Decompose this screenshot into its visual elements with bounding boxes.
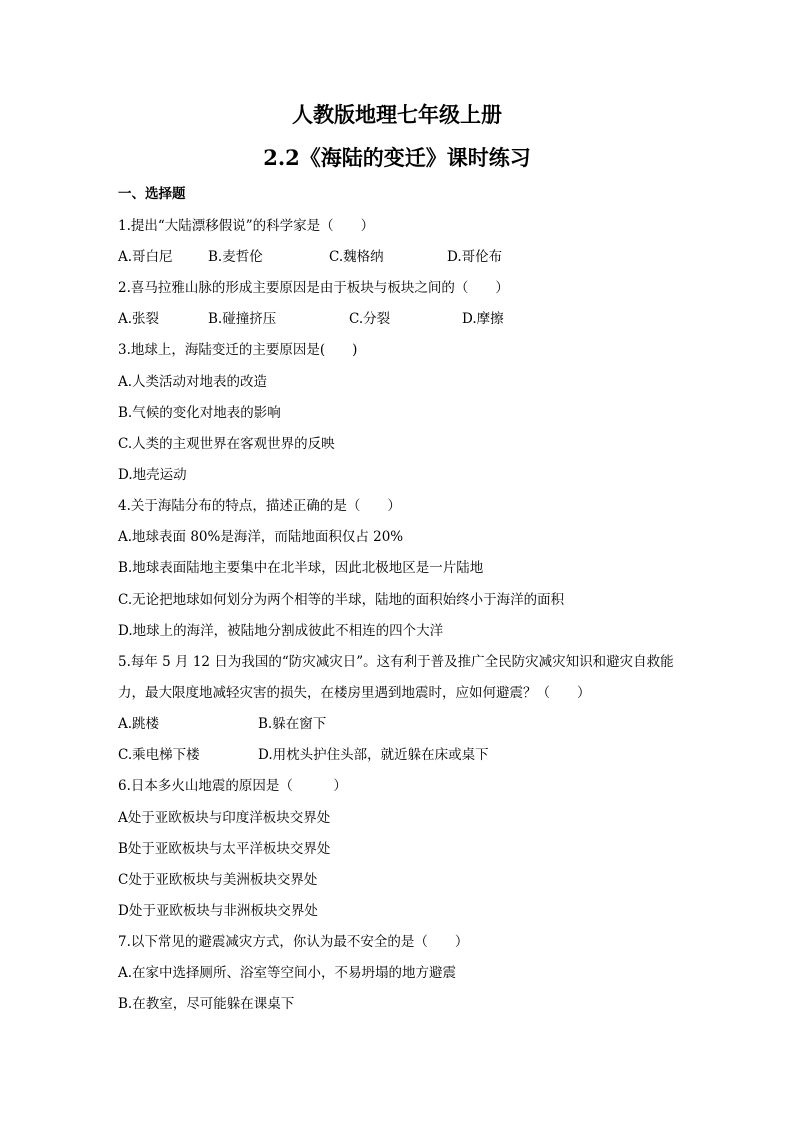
question-1-option-d: D.哥伦布 (447, 249, 503, 265)
question-6-option-b: B处于亚欧板块与太平洋板块交界处 (118, 841, 331, 857)
question-6-option-d: D处于亚欧板块与非洲板块交界处 (118, 903, 318, 919)
question-5-option-c: C.乘电梯下楼 (118, 747, 200, 763)
question-5-option-b: B.躲在窗下 (258, 716, 327, 732)
question-5-stem-line-1: 5.每年 5 月 12 日为我国的“防灾减灾日”。这有利于普及推广全民防灾减灾知识和避灾自救能 (118, 654, 674, 670)
section-heading: 一、选择题 (118, 186, 186, 202)
question-3-option-a: A.人类活动对地表的改造 (118, 374, 268, 390)
question-2-option-d: D.摩擦 (462, 311, 504, 327)
question-3-option-b: B.气候的变化对地表的影响 (118, 405, 281, 421)
question-1-stem: 1.提出“大陆漂移假说”的科学家是（ ） (118, 218, 375, 234)
question-7-stem: 7.以下常见的避震减灾方式，你认为最不安全的是（ ） (118, 934, 469, 950)
question-2-stem: 2.喜马拉雅山脉的形成主要原因是由于板块与板块之间的（ ） (118, 280, 509, 296)
question-5-stem-line-2: 力，最大限度地减轻灾害的损失，在楼房里遇到地震时，应如何避震？（ ） (118, 685, 591, 701)
question-4-option-c: C.无论把地球如何划分为两个相等的半球，陆地的面积始终小于海洋的面积 (118, 592, 565, 608)
question-4-option-b: B.地球表面陆地主要集中在北半球，因此北极地区是一片陆地 (118, 560, 484, 576)
question-5-option-a: A.跳楼 (118, 716, 160, 732)
question-4-stem: 4.关于海陆分布的特点，描述正确的是（ ） (118, 498, 401, 514)
question-2-option-b: B.碰撞挤压 (208, 311, 277, 327)
question-6-option-c: C处于亚欧板块与美洲板块交界处 (118, 872, 318, 888)
question-2-option-c: C.分裂 (349, 311, 391, 327)
question-2-option-a: A.张裂 (118, 311, 160, 327)
question-6-option-a: A处于亚欧板块与印度洋板块交界处 (118, 810, 331, 826)
question-1-option-c: C.魏格纳 (329, 249, 384, 265)
document-title: 人教版地理七年级上册 (292, 102, 502, 127)
question-5-option-d: D.用枕头护住头部，就近躲在床或桌下 (258, 747, 489, 763)
question-1-option-a: A.哥白尼 (118, 249, 173, 265)
question-6-stem: 6.日本多火山地震的原因是（ ） (118, 778, 347, 794)
question-7-option-b: B.在教室，尽可能躲在课桌下 (118, 996, 295, 1012)
question-4-option-d: D.地球上的海洋，被陆地分割成彼此不相连的四个大洋 (118, 623, 444, 639)
question-3-stem: 3.地球上，海陆变迁的主要原因是( ) (118, 342, 358, 358)
question-3-option-c: C.人类的主观世界在客观世界的反映 (118, 436, 335, 452)
question-1-option-b: B.麦哲伦 (208, 249, 263, 265)
question-7-option-a: A.在家中选择厕所、浴室等空间小，不易坍塌的地方避震 (118, 965, 457, 981)
document-subtitle: 2.2《海陆的变迁》课时练习 (263, 145, 531, 170)
question-4-option-a: A.地球表面 80%是海洋，而陆地面积仅占 20% (118, 529, 404, 545)
question-3-option-d: D.地壳运动 (118, 467, 187, 483)
